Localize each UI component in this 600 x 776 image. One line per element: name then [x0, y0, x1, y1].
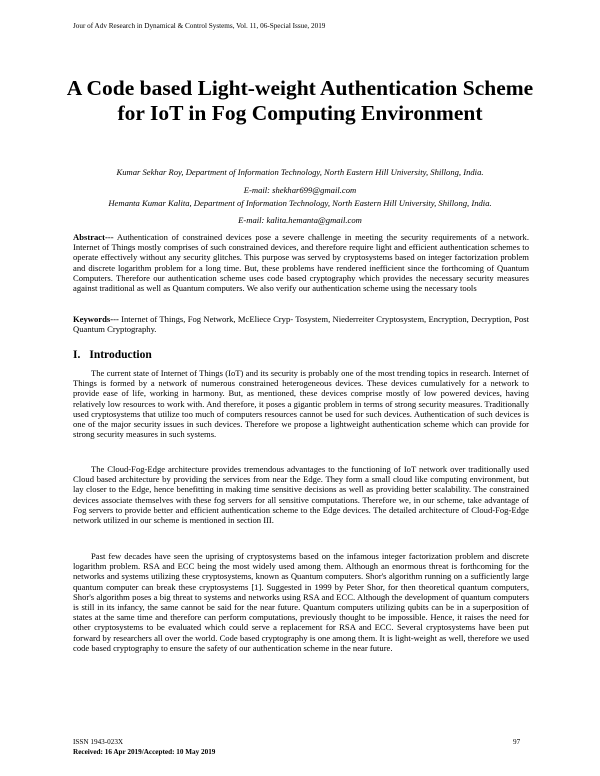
- page-number: 97: [513, 738, 521, 746]
- section-number: I.: [73, 349, 81, 361]
- section-heading-introduction: [73, 349, 152, 361]
- abstract-label: Abstract---: [73, 232, 114, 242]
- paper-title: A Code based Light-weight Authentication Scheme for IoT in Fog Computing Environment: [66, 76, 534, 125]
- intro-paragraph-1: The current state of Internet of Things (IoT) and its security is probably one of the most trending topics in research. Internet of Things is formed by a network of numerous constrained heterogeneous devices. These devices cumulatively for a network to provide ease of life, working in harmony. But, as mentioned, these devices comprise mostly of low powered devices, having relatively low resources to work with. And therefore, it poses a gigantic problem in terms of strong security measures. Traditionally used cryptosystems that utilize too much of computers resources cannot be used for such devices. Authentication of such devices is one of the major security issues in such devices. Therefore we propose a lightweight authentication scheme which can provide for strong security measures in such systems.: [73, 368, 529, 440]
- author-email-2: E-mail: kalita.hemanta@gmail.com: [238, 215, 362, 225]
- footer: [73, 738, 215, 757]
- intro-paragraph-2: The Cloud-Fog-Edge architecture provides tremendous advantages to the functioning of IoT network over traditionally used Cloud based architecture by providing the services from near the Edge. They form a small cloud like computing environment, but lay closer to the Edge, hence benefitting in making time sensitive decisions as well as providing better scalability. The constrained devices associate themselves with these fog servers for all sensitive computations. Therefore we, in our scheme, take advantage of Fog servers to provide better and efficient authentication scheme to the Edge devices. The detailed architecture of Cloud-Fog-Edge network utilized in our scheme is mentioned in section III.: [73, 464, 529, 526]
- keywords-text: Internet of Things, Fog Network, McEliece Cryp- Tosystem, Niederreiter Cryptosystem, Encryption, Decryption, Post Quantum Cryptography.: [73, 314, 529, 335]
- author-affiliation-2: Hemanta Kumar Kalita, Department of Information Technology, North Eastern Hill University, Shillong, India.: [108, 198, 492, 208]
- keywords: [73, 314, 529, 334]
- abstract: [73, 232, 529, 293]
- abstract-text: Authentication of constrained devices pose a severe challenge in meeting the security requirements of a network. Internet of Things mostly comprises of such constrained devices, and therefore require light and efficient authentication schemes to operate effectively without any security glitches. This purpose was served by cryptosystems based on integer factorization problem and discrete logarithm problem for a long time. But, these problems have rendered inefficient since the forthcoming of Quantum Computers. Therefore our authentication scheme uses code based cryptography which provides the necessary security measures against traditional as well as Quantum computers. We also verify our authentication scheme using the necessary tools: [73, 232, 529, 294]
- author-email-1: E-mail: shekhar699@gmail.com: [243, 185, 357, 195]
- running-header: Jour of Adv Research in Dynamical & Control Systems, Vol. 11, 06-Special Issue, 2019: [73, 22, 326, 30]
- section-title: Introduction: [89, 349, 152, 361]
- footer-issn: ISSN 1943-023X: [73, 738, 124, 746]
- intro-paragraph-3: Past few decades have seen the uprising of cryptosystems based on the infamous integer factorization problem and discrete logarithm problem. RSA and ECC being the most widely used among them. Although an enormous threat is forthcoming for the networks and systems utilizing these cryptosystems, known as Quantum computers. Shor's algorithm running on a sufficiently large quantum computer can break these cryptosystems [1]. Suggested in 1999 by Peter Shor, for then theoretical quantum computers, Shor's algorithm poses a big threat to systems and networks using RSA and ECC. Although the development of quantum computers is still in its infancy, the same cannot be said for the near future. Quantum computers utilizing qubits can be in a superposition of states at the same time and therefore can perform computations, previously thought to be impossible. Hence, it raises the need for other cryptosystems to be evaluated which could serve a replacement for RSA and ECC. Several cryptosystems have been put forward by researchers all over the world. Code based cryptography is one among them. It is light-weight as well, therefore we used code based cryptography to ensure the safety of our authentication scheme in the near future.: [73, 551, 529, 653]
- footer-received: Received: 16 Apr 2019/Accepted: 10 May 2019: [73, 747, 216, 756]
- keywords-label: Keywords---: [73, 314, 119, 324]
- author-affiliation-1: Kumar Sekhar Roy, Department of Information Technology, North Eastern Hill University, Shillong, India.: [116, 167, 484, 177]
